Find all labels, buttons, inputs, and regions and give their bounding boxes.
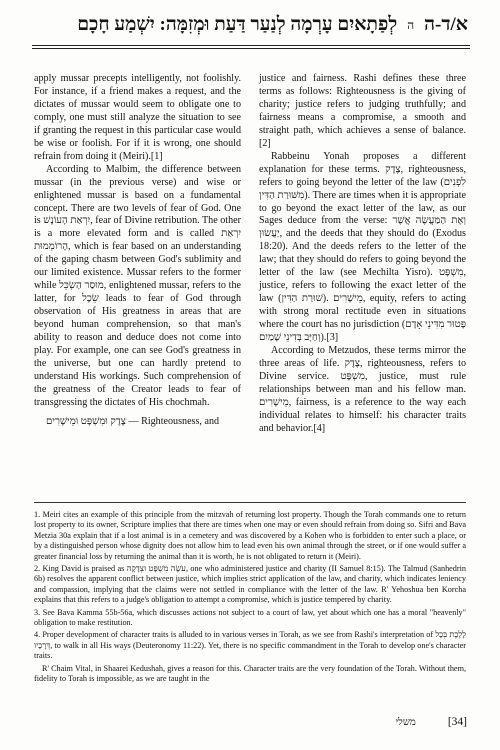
footnote-4: 4. Proper development of character traits is alluded to in various verses in Torah, as we see from Rashi's interpretation of לָלֶכֶת בְּכָל דְּרָכָיו, to walk in all His ways (Deuteronomy 11:22). Yet, there is no specific commandment in the Torah to develop one's character traits. (34, 630, 466, 661)
header-rule-bottom (32, 48, 470, 49)
left-paragraph-1: apply mussar precepts intelligently, not foolishly. For instance, if a friend makes a request, and the dictates of mussar would seem to obligate one to comply, one must still analyze the situation to see if granting the request in this particular case would be wise or foolish. For if it is wrong, one should refrain from doing it (Meiri).[1] (34, 73, 241, 162)
footnote-3: 3. See Bava Kamma 55b-56a, which discusses actions not subject to a court of law, yet about which one has a moral "heavenly" obligation to make restitution. (34, 607, 466, 628)
footnote-2: 2. King David is praised as עֹשֶׂה מִשְׁפָּט וּצְדָקָה, one who administered justice and charity (II Samuel 8:15). The Talmud (Sanhedrin 6b) resolves the apparent conflict between justice, which implies strict application of the law, and charity, which indicates leniency and compassion, implying that the claims were not settled in compliance with the letter of the law. R' Yehoshua ben Korcha explains that this refers to a judge's obligation to attempt a compromise, which is justice tempered by charity. (34, 564, 466, 605)
footnote-1: 1. Meiri cites an example of this principle from the mitzvah of returning lost property. Though the Torah commands one to return lost property to its owner, Scripture implies that there are times when one may or even should refrain from doing so. Sifri and Bava Metzia 30a explain that if a lost animal is in a cemetery and was discovered by a Kohen who is forbidden to enter such a place, or by a distinguished person whose dignity does not allow him to lead even his own animal through the street, or if one would suffer a greater financial loss by returning the animal than it is worth, he is not obligated to return it (Meiri). (34, 510, 466, 561)
left-column (34, 73, 241, 429)
verse-number: ה (407, 17, 415, 32)
header-rule-top (32, 45, 470, 46)
footnote-rule (34, 502, 466, 503)
footnote-4-continued: R' Chaim Vital, in Shaarei Kedushah, gives a reason for this. Character traits are the very foundation of the Torah. Without them, fidelity to Torah is impossible, as we are taught in the (34, 663, 466, 684)
running-head (34, 10, 468, 40)
page-footer (396, 716, 467, 728)
right-paragraph-2: Rabbeinu Yonah proposes a different explanation for these terms. צֶדֶק, righteousness, refers to going beyond the letter of the law (לִפְנִים מִשּׁוּרַת הַדִּין). There are times when it is appropriate to go beyond the exact letter of the law, as our Sages deduce from the verse: וְאֶת הַמַּעֲשֶׂה אֲשֶׁר יַעֲשׂוּן, and the deeds that they should do (Exodus 18:20). And the deeds refers to the letter of the law; that they should do refers to going beyond the letter of the law (see Mechilta Yisro). מִשְׁפָּט, justice, refers to following the exact letter of the law (שׁוּרַת הַדִּין). מֵישָׁרִים, equity, refers to acting with strong moral rectitude even in situations where the court has no jurisdiction (פָּטוּר מִדִּינֵי אָדָם וְחַיָּב בְּדִינֵי שָׁמַיִם).[3] (259, 150, 467, 344)
verse-text: לְפַתָאיִם עָרְמָה לְנַעַר דַּעַת וּמְזִמָּה: יִשְׁמַע חָכָם (77, 14, 398, 35)
right-paragraph-3: According to Metzudos, these terms mirror the three areas of life. צֶדֶק, righteousness, refers to Divine service. מִשְׁפָּט, justice, must rule relationships between man and his fellow man. מֵישָׁרִים, fairness, is a reference to the way each individual relates to himself: his character traits and behavior.[4] (259, 345, 466, 434)
left-paragraph-2: According to Malbim, the difference between mussar (in the previous verse) and wise or enlightened mussar is based on a fundamental concept. There are two levels of fear of God. One is יִרְאַת הָעוֹנֶשׁ, fear of Divine retribution. The other is a more elevated form and is called יִרְאַת הָרוֹמְמוּת, which is fear based on an understanding of the gaping chasm between God's sublimity and our limited existence. Mussar refers to the former while מוּסַר הַשְׂכֵּל, enlightened mussar, refers to the latter, for שֵׂכֶל leads to fear of God through observation of His greatness in areas that are beyond human comprehension, so that man's ability to reason and deduce does not come into play. For example, one can see God's greatness in the universe, but one can hardly pretend to understand His workings. Such comprehension of the greatness of the Creator leads to fear of transgressing the dictates of His chochmah. (34, 163, 242, 408)
book-title: משלי (395, 717, 416, 728)
page-number: [34] (447, 716, 467, 728)
right-column (259, 73, 466, 436)
left-paragraph-3: צֶדֶק וּמִשְׁפָּט וּמֵישָׁרִים — Righteousness, and (46, 415, 220, 427)
chapter-verse-reference: א/ד-ה (424, 14, 468, 35)
footnotes (34, 510, 466, 687)
right-paragraph-1: justice and fairness. Rashi defines these three terms as follows: Righteousness is the giving of charity; justice refers to judging truthfully; and fairness means a compromise, a smooth and straight path, which achieves a sense of balance.[2] (259, 73, 466, 149)
